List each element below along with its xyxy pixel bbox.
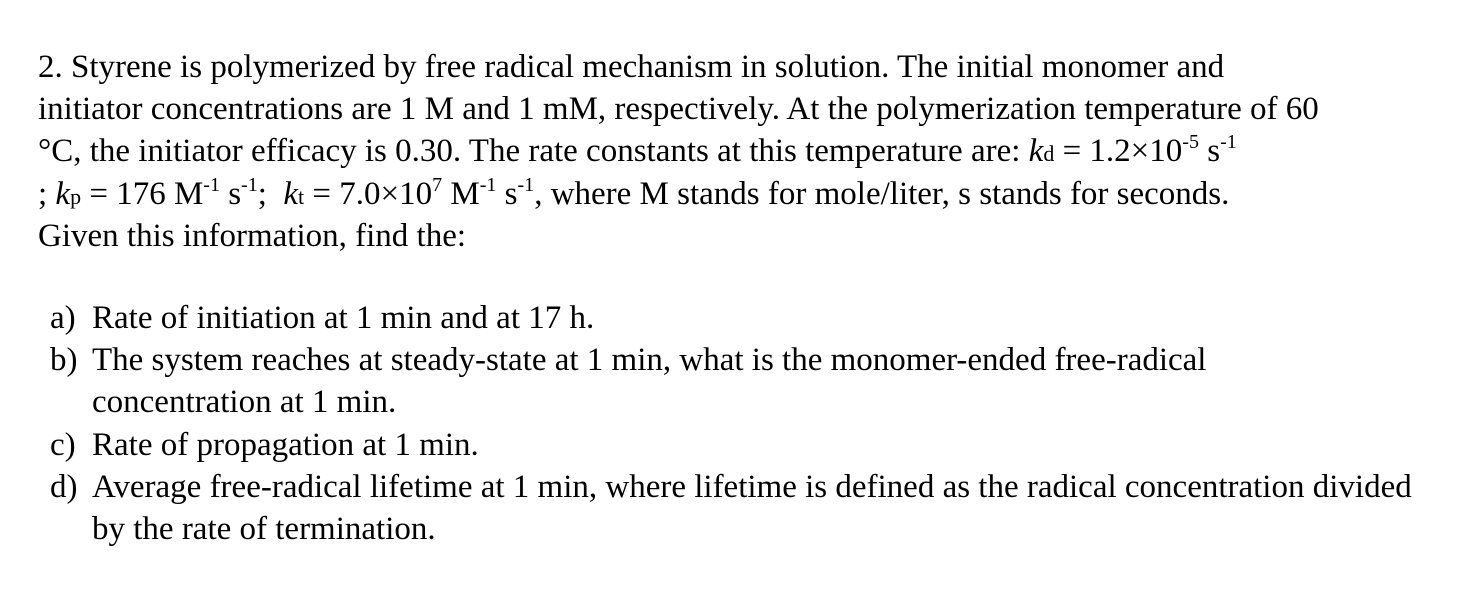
line-4-suffix: , where M stands for mole/liter, s stands for seconds. xyxy=(534,175,1230,212)
question-text: Rate of initiation at 1 min and at 17 h. xyxy=(92,299,595,336)
question-text: Rate of propagation at 1 min. xyxy=(92,426,479,463)
statement-line-4 xyxy=(38,173,1458,215)
question-list xyxy=(38,297,1458,550)
question-item-d xyxy=(38,466,1458,550)
kt-s-unit: s xyxy=(496,175,518,212)
kp-subscript: p xyxy=(70,183,82,209)
question-item-a xyxy=(38,297,1458,339)
kd-value: = 1.2×10 xyxy=(1054,133,1183,170)
question-text: Average free-radical lifetime at 1 min, where lifetime is defined as the radical concentration divided by the rate of termination. xyxy=(92,468,1412,547)
kt-s-exponent: -1 xyxy=(517,173,535,196)
kp-symbol: k xyxy=(55,175,71,212)
statement-line-1: 2. Styrene is polymerized by free radical mechanism in solution. The initial monomer and xyxy=(38,49,1225,85)
kp-separator: ; xyxy=(257,175,284,212)
kt-m-unit: M xyxy=(442,175,480,212)
kt-value: = 7.0×10 xyxy=(304,175,433,212)
question-text: The system reaches at steady-state at 1 min, what is the monomer-ended free-radical concentration at 1 min. xyxy=(92,342,1207,421)
statement-line-2: initiator concentrations are 1 M and 1 mM, respectively. At the polymerization temperature of 60 xyxy=(38,91,1319,128)
kd-unit-exponent: -1 xyxy=(1220,131,1237,154)
kp-s-unit: s xyxy=(219,175,242,212)
statement-line-3-text: °C, the initiator efficacy is 0.30. The rate constants at this temperature are: xyxy=(38,133,1029,170)
problem-statement xyxy=(38,46,1458,257)
question-item-c xyxy=(38,424,1458,466)
kd-unit: s xyxy=(1198,133,1221,170)
kt-exponent: 7 xyxy=(432,173,443,196)
statement-line-5: Given this information, find the: xyxy=(38,217,467,254)
kd-symbol: k xyxy=(1028,133,1044,170)
kp-s-exponent: -1 xyxy=(241,173,258,196)
question-letter: d) xyxy=(50,468,78,505)
problem-document xyxy=(38,46,1458,550)
kt-symbol: k xyxy=(283,175,299,212)
statement-line-3 xyxy=(38,130,1458,172)
kp-m-exponent: -1 xyxy=(203,173,220,196)
line-4-prefix: ; xyxy=(38,175,56,212)
kt-subscript: t xyxy=(298,183,305,209)
question-item-b xyxy=(38,339,1458,423)
kp-value: = 176 M xyxy=(81,175,204,212)
question-letter: c) xyxy=(50,426,76,463)
kt-m-exponent: -1 xyxy=(479,173,497,196)
kd-exponent: -5 xyxy=(1182,131,1199,154)
kd-subscript: d xyxy=(1043,141,1055,167)
question-letter: b) xyxy=(50,342,78,379)
question-letter: a) xyxy=(50,299,76,336)
